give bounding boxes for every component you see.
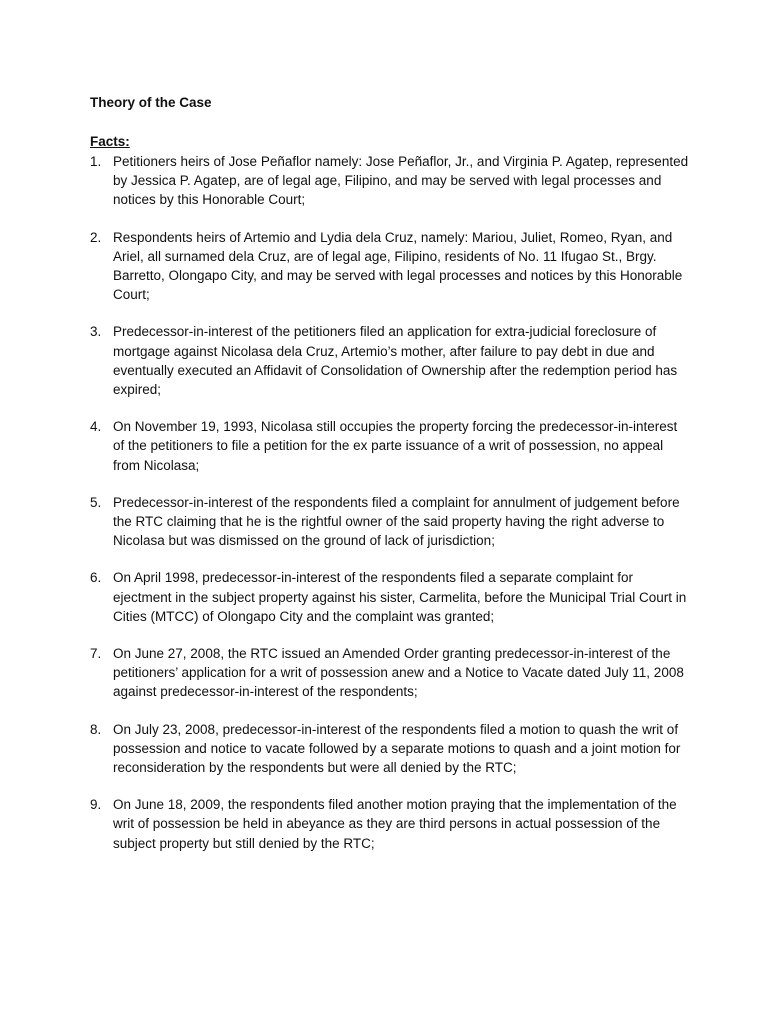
fact-text: Predecessor-in-interest of the petitioners filed an application for extra-judicial foreclosure of mortgage against Nicolasa dela Cruz, Artemio’s mother, after failure to pay debt in due and eventually executed an Affidavit of Consolidation of Ownership after the redemption period has expired;	[113, 324, 678, 398]
fact-number: 2.	[90, 229, 102, 245]
facts-list	[90, 152, 690, 871]
fact-item-9	[90, 795, 690, 853]
fact-text: Predecessor-in-interest of the respondents filed a complaint for annulment of judgement before the RTC claiming that he is the rightful owner of the said property having the right adverse to Nicolasa but was dismissed on the ground of lack of jurisdiction;	[113, 494, 680, 549]
fact-item-8	[90, 720, 690, 778]
facts-heading: Facts:	[90, 134, 130, 149]
fact-text: Respondents heirs of Artemio and Lydia dela Cruz, namely: Mariou, Juliet, Romeo, Ryan, and Ariel, all surnamed dela Cruz, are of legal age, Filipino, residents of No. 11 Ifugao St., Brgy. Barretto, Olongapo City, and may be served with legal processes and notices by this Honorable Court;	[113, 229, 683, 303]
fact-text: On April 1998, predecessor-in-interest of the respondents filed a separate complaint for ejectment in the subject property against his sister, Carmelita, before the Municipal Trial Court in Cities (MTCC) of Olongapo City and the complaint was granted;	[113, 570, 687, 624]
fact-item-3	[90, 322, 690, 399]
fact-number: 3.	[90, 324, 102, 340]
fact-item-5	[90, 493, 690, 551]
fact-item-2	[90, 228, 690, 305]
fact-item-1	[90, 152, 690, 210]
fact-number: 6.	[90, 570, 102, 586]
fact-number: 7.	[90, 646, 102, 662]
fact-text: Petitioners heirs of Jose Peñaflor namely: Jose Peñaflor, Jr., and Virginia P. Agatep, represented by Jessica P. Agatep, are of legal age, Filipino, and may be served with legal processes and notices by this Honorable Court;	[113, 154, 689, 208]
fact-number: 4.	[90, 419, 102, 435]
fact-item-4	[90, 417, 690, 475]
fact-number: 1.	[90, 154, 102, 169]
fact-text: On June 27, 2008, the RTC issued an Amended Order granting predecessor-in-interest of the petitioners’ application for a writ of possession anew and a Notice to Vacate dated July 11, 2008 against predecessor-in-interest of the respondents;	[113, 646, 684, 700]
document-title: Theory of the Case	[90, 95, 212, 110]
fact-text: On November 19, 1993, Nicolasa still occupies the property forcing the predecessor-in-interest of the petitioners to file a petition for the ex parte issuance of a writ of possession, no appeal from Nicolasa;	[113, 419, 678, 473]
fact-item-6	[90, 568, 690, 626]
fact-text: On July 23, 2008, predecessor-in-interest of the respondents filed a motion to quash the writ of possession and notice to vacate followed by a separate motions to quash and a joint motion for reconsideration by the respondents but were all denied by the RTC;	[113, 721, 681, 776]
fact-number: 9.	[90, 797, 102, 813]
fact-text: On June 18, 2009, the respondents filed another motion praying that the implementation of the writ of possession be held in abeyance as they are third persons in actual possession of the subject property but still denied by the RTC;	[113, 797, 677, 851]
fact-item-7	[90, 644, 690, 702]
fact-number: 8.	[90, 721, 102, 737]
fact-number: 5.	[90, 494, 102, 510]
